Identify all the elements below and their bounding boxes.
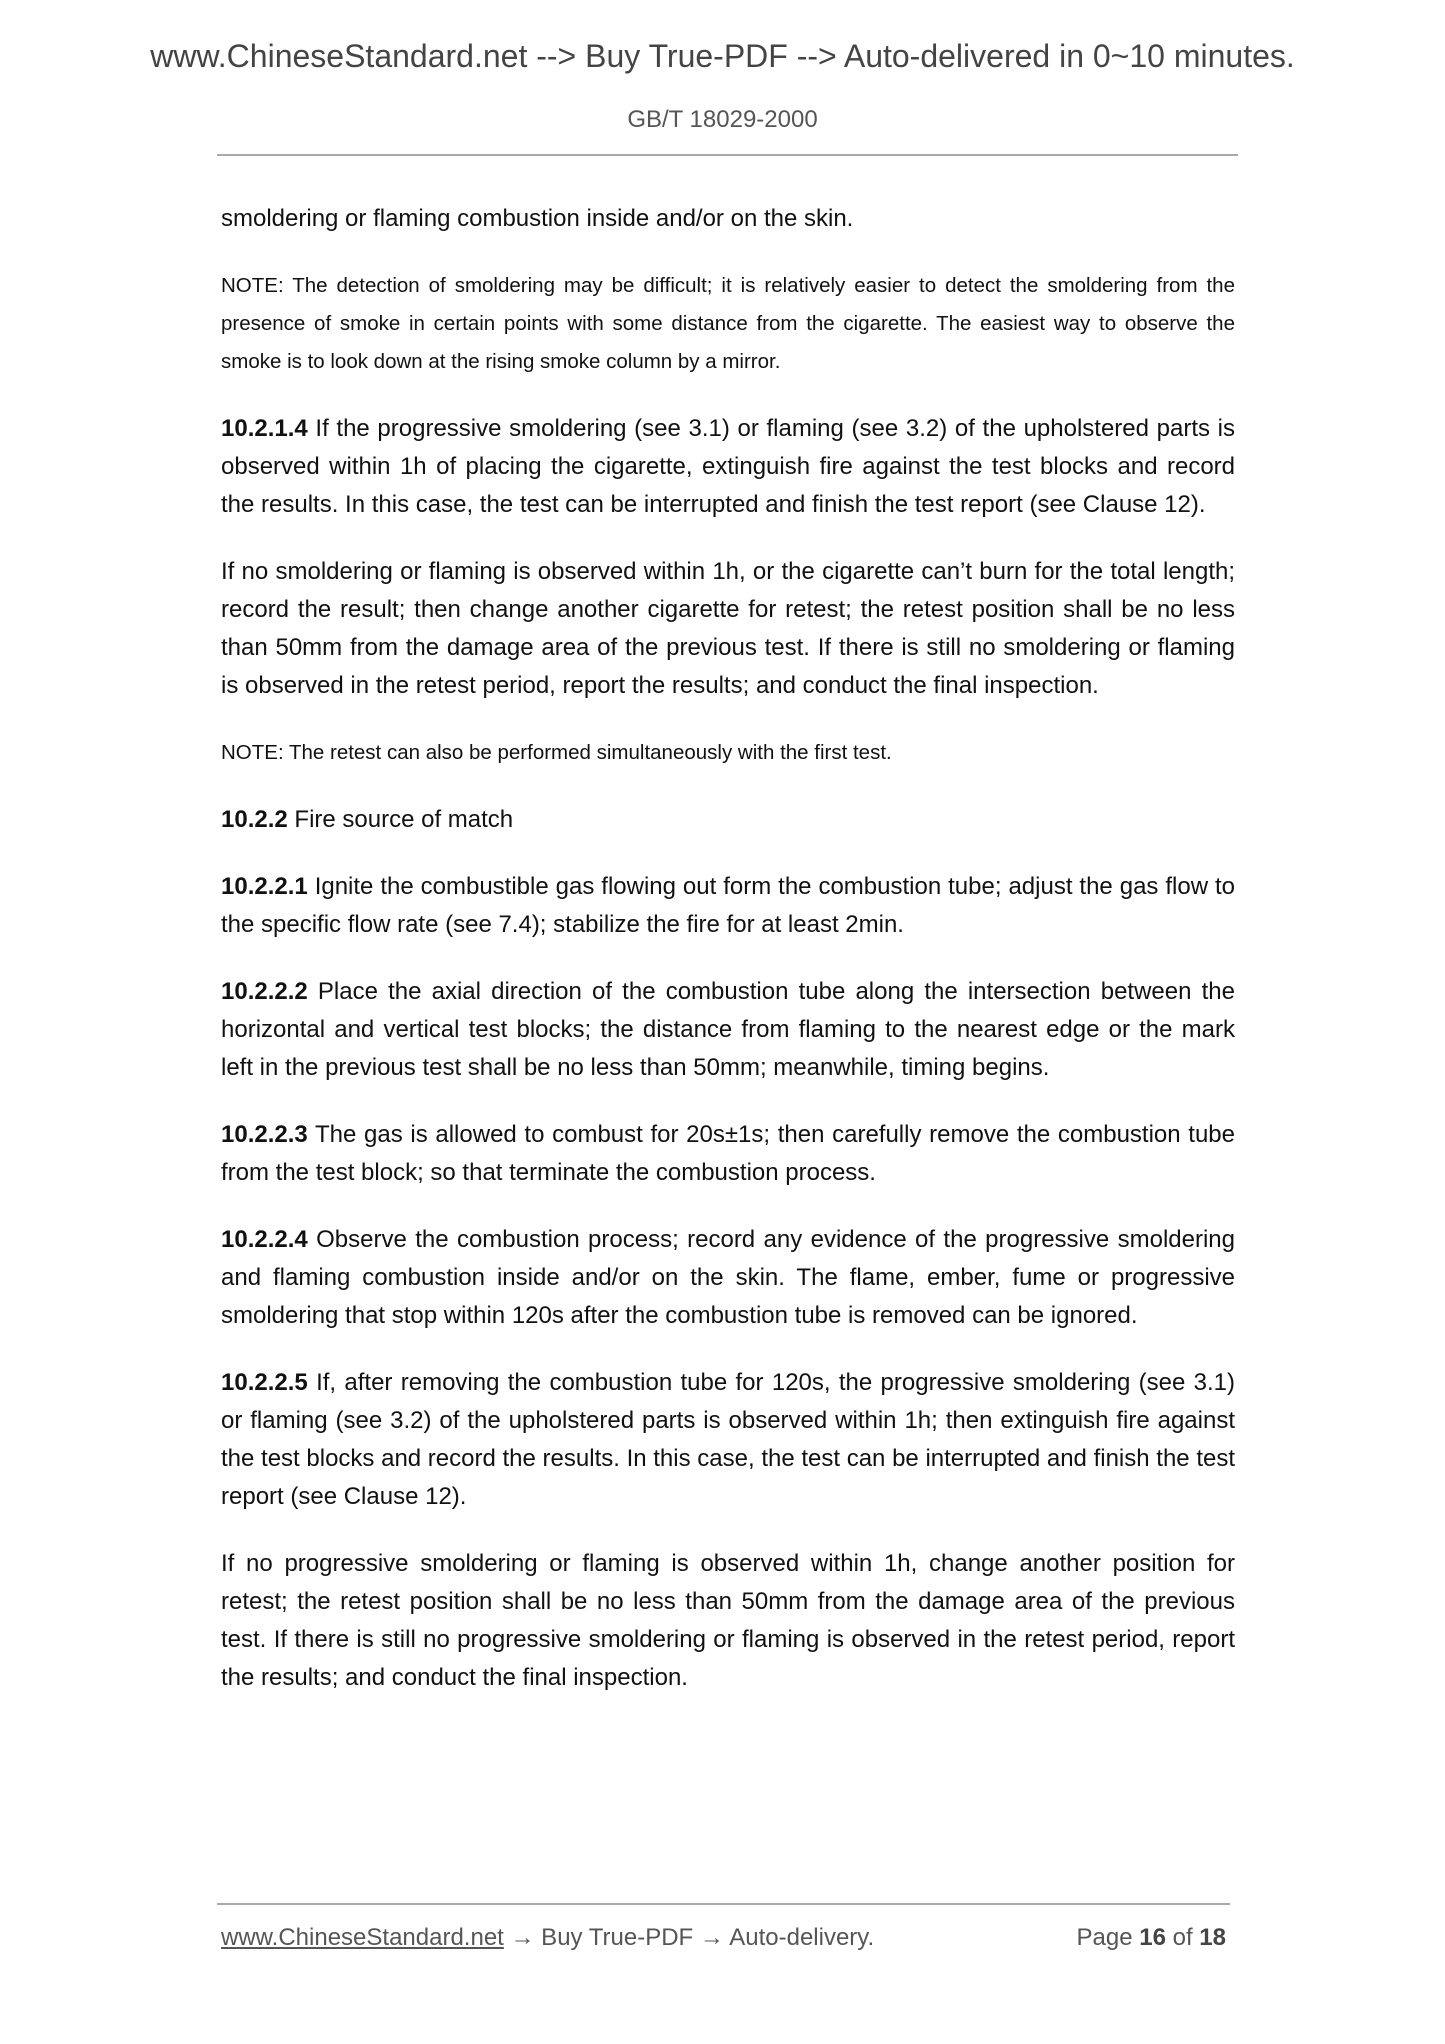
clause-number: 10.2.2	[221, 806, 288, 833]
footer-divider	[217, 1903, 1230, 1905]
clause-number: 10.2.2.3	[221, 1121, 308, 1148]
clause-number: 10.2.2.5	[221, 1369, 308, 1396]
clause-10-2-2-4: 10.2.2.4 Observe the combustion process; record any evidence of the progressive smoldering and flaming combustion inside and/or on the skin. The flame, ember, fume or progressive smoldering that stop within 120s after the combustion tube is removed can be ignored.	[221, 1226, 1235, 1329]
document-body	[221, 200, 1235, 1726]
note: NOTE: The detection of smoldering may be difficult; it is relatively easier to detect the smoldering from the presence of smoke in certain points with some distance from the cigarette. The easiest way to observe the smoke is to look down at the rising smoke column by a mirror.	[221, 274, 1235, 373]
note: NOTE: The retest can also be performed simultaneously with the first test.	[221, 741, 892, 764]
clause-number: 10.2.2.2	[221, 978, 308, 1005]
paragraph: smoldering or flaming combustion inside and/or on the skin.	[221, 205, 854, 232]
clause-number: 10.2.1.4	[221, 415, 308, 442]
clause-number: 10.2.2.1	[221, 873, 308, 900]
clause-10-2-2: 10.2.2 Fire source of match	[221, 806, 514, 833]
standard-code: GB/T 18029-2000	[627, 106, 818, 133]
clause-10-2-2-2: 10.2.2.2 Place the axial direction of the combustion tube along the intersection between the horizontal and vertical test blocks; the distance from flaming to the nearest edge or the mark left in the previous test shall be no less than 50mm; meanwhile, timing begins.	[221, 978, 1235, 1081]
header-banner: www.ChineseStandard.net --> Buy True-PDF --> Auto-delivered in 0~10 minutes.	[150, 38, 1295, 74]
clause-10-2-2-5: 10.2.2.5 If, after removing the combustion tube for 120s, the progressive smoldering (see 3.1) or flaming (see 3.2) of the upholstered parts is observed within 1h; then extinguish fire against the test blocks and record the results. In this case, the test can be interrupted and finish the test report (see Clause 12).	[221, 1369, 1235, 1510]
paragraph: If no smoldering or flaming is observed within 1h, or the cigarette can’t burn for the total length; record the result; then change another cigarette for retest; the retest position shall be no less than 50mm from the damage area of the previous test. If there is still no smoldering or flaming is observed in the retest period, report the results; and conduct the final inspection.	[221, 558, 1235, 699]
website-link[interactable]: www.ChineseStandard.net	[221, 1924, 504, 1951]
clause-10-2-2-1: 10.2.2.1 Ignite the combustible gas flowing out form the combustion tube; adjust the gas flow to the specific flow rate (see 7.4); stabilize the fire for at least 2min.	[221, 873, 1235, 938]
clause-number: 10.2.2.4	[221, 1226, 308, 1253]
page-indicator: Page 16 of 18	[1076, 1924, 1226, 1951]
paragraph: If no progressive smoldering or flaming is observed within 1h, change another position for retest; the retest position shall be no less than 50mm from the damage area of the previous test. If there is still no progressive smoldering or flaming is observed in the retest period, report the results; and conduct the final inspection.	[221, 1550, 1235, 1691]
clause-10-2-1-4: 10.2.1.4 If the progressive smoldering (see 3.1) or flaming (see 3.2) of the upholstered parts is observed within 1h of placing the cigarette, extinguish fire against the test blocks and record the results. In this case, the test can be interrupted and finish the test report (see Clause 12).	[221, 415, 1235, 518]
clause-10-2-2-3: 10.2.2.3 The gas is allowed to combust for 20s±1s; then carefully remove the combustion tube from the test block; so that terminate the combustion process.	[221, 1121, 1235, 1186]
header-divider	[217, 154, 1238, 156]
footer: www.ChineseStandard.net → Buy True-PDF → Auto-delivery. Page 16 of 18	[221, 1924, 1226, 1951]
